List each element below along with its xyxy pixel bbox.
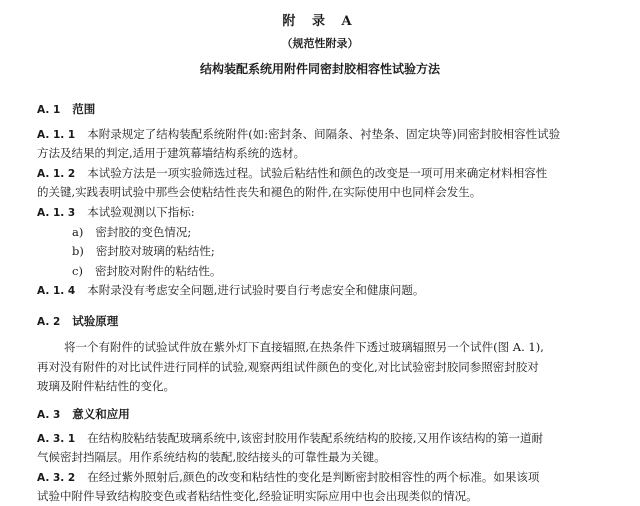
- clause-a32-line1: [37, 469, 539, 486]
- clause-number: A. 1. 4: [37, 285, 76, 297]
- clause-a31-line2: 气候密封挡隔层。用作系统结构的装配,胶结接头的可靠性最为关键。: [37, 450, 386, 464]
- clause-a11-line2: 方法及结果的判定,适用于建筑幕墙结构系统的选材。: [37, 146, 306, 160]
- appendix-title: 附 录 A: [282, 14, 358, 29]
- clause-a11-line1: [37, 126, 560, 143]
- clause-a31-line1: [37, 430, 543, 447]
- clause-a13-line1: [37, 204, 195, 221]
- list-marker: a): [72, 225, 84, 239]
- list-item: [72, 224, 191, 240]
- list-text: 密封胶的变色情况;: [95, 225, 192, 239]
- appendix-heading: 结构装配系统用附件同密封胶相容性试验方法: [199, 62, 440, 76]
- list-text: 密封胶对附件的粘结性。: [94, 264, 222, 278]
- section-a3-heading: [37, 406, 130, 423]
- clause-text: 本试验方法是一项实验筛选过程。试验后粘结性和颜色的改变是一项可用来确定材料相容性: [87, 166, 548, 180]
- a2-para-line1: 将一个有附件的试验试件放在紫外灯下直接辐照,在热条件下透过玻璃辐照另一个试件(图 A. 1),: [64, 340, 544, 354]
- section-number: A. 1: [37, 104, 61, 116]
- clause-a32-line2: 试验中附件导致结构胶变色或者粘结性变化,经验证明实际应用中也会出现类似的情况。: [37, 489, 478, 503]
- section-title: 范围: [72, 102, 96, 116]
- clause-a12-line1: [37, 165, 547, 182]
- clause-text: 在结构胶粘结装配玻璃系统中,该密封胶用作装配系统结构的胶接,又用作该结构的第一道耐: [87, 431, 544, 445]
- a2-para-line3: 玻璃及附件粘结性的变化。: [37, 379, 175, 393]
- clause-text: 本附录没有考虑安全问题,进行试验时要自行考虑安全和健康问题。: [87, 283, 425, 297]
- clause-number: A. 3. 1: [37, 433, 76, 445]
- list-text: 密封胶对玻璃的粘结性;: [95, 244, 215, 258]
- section-number: A. 3: [37, 409, 61, 421]
- clause-text: 在经过紫外照射后,颜色的改变和粘结性的变化是判断密封胶相容性的两个标准。如果该项: [87, 470, 540, 484]
- section-title: 意义和应用: [72, 407, 130, 421]
- a2-para-line2: 再对没有附件的对比试件进行同样的试验,观察两组试件颜色的变化,对比试验密封胶同参照密封胶对: [37, 360, 539, 374]
- clause-text: 本附录规定了结构装配系统附件(如:密封条、间隔条、衬垫条、固定块等)同密封胶相容性试验: [87, 127, 561, 141]
- clause-number: A. 1. 2: [37, 168, 76, 180]
- section-a1-heading: [37, 101, 95, 118]
- clause-a14-line1: [37, 282, 424, 299]
- section-number: A. 2: [37, 316, 61, 328]
- list-marker: c): [72, 264, 83, 278]
- clause-text: 本试验观测以下指标:: [87, 205, 195, 219]
- clause-number: A. 1. 3: [37, 207, 76, 219]
- clause-number: A. 1. 1: [37, 129, 76, 141]
- clause-a12-line2: 的关键,实践表明试验中那些会使粘结性丧失和褪色的附件,在实际使用中也同样会发生。: [37, 185, 482, 199]
- appendix-subtitle: （规范性附录）: [281, 37, 359, 50]
- list-marker: b): [72, 244, 84, 258]
- section-title: 试验原理: [72, 314, 119, 328]
- list-item: [72, 243, 215, 259]
- section-a2-heading: [37, 313, 118, 330]
- clause-number: A. 3. 2: [37, 472, 76, 484]
- list-item: [72, 263, 221, 279]
